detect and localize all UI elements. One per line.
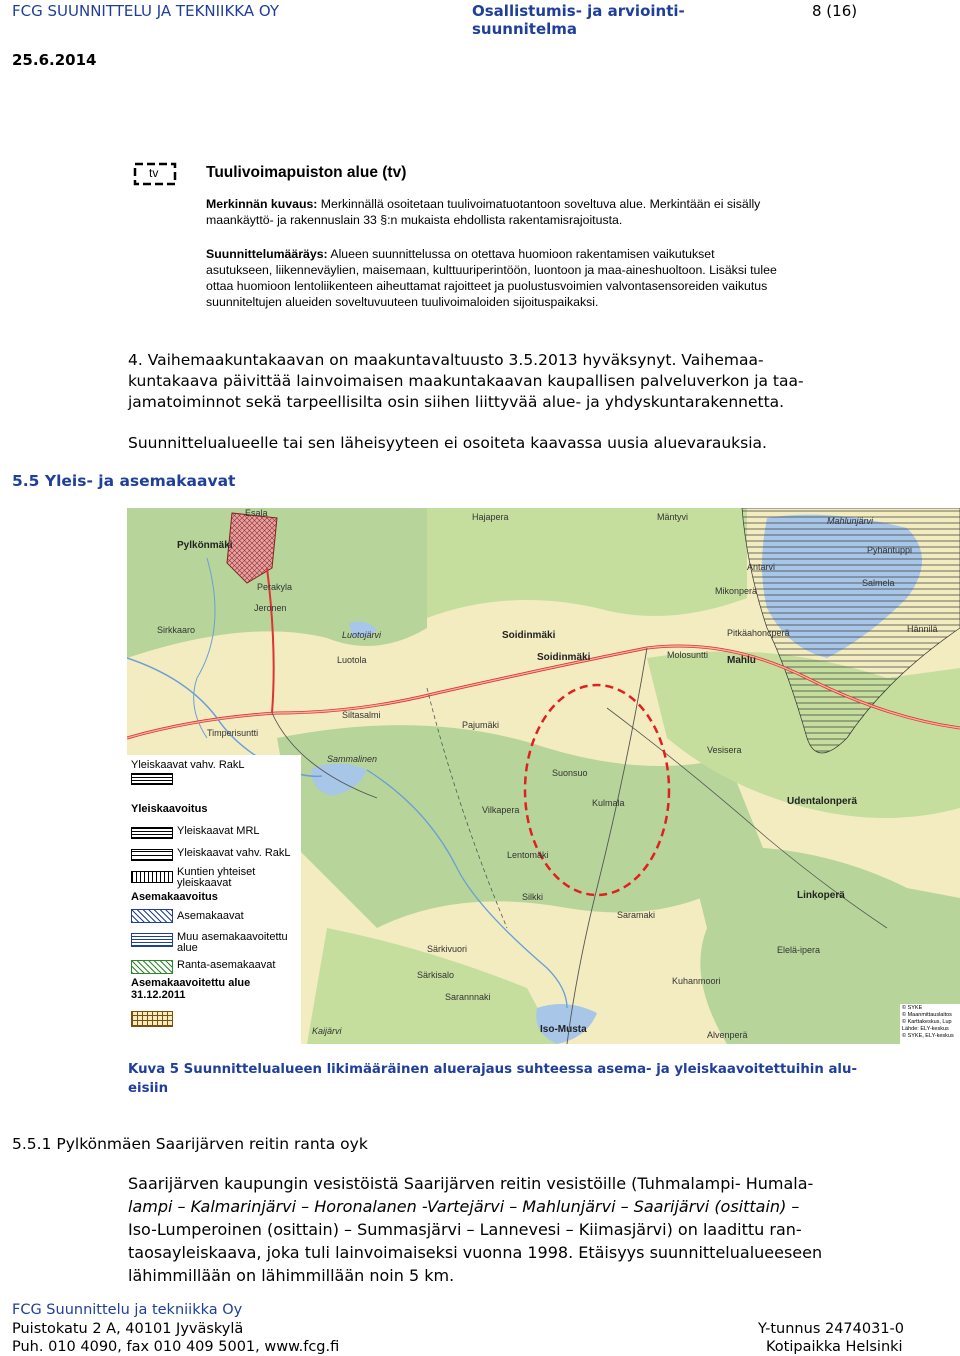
svg-text:Vilkapera: Vilkapera bbox=[482, 805, 520, 815]
svg-text:Pajumäki: Pajumäki bbox=[462, 720, 500, 730]
tv-rule-line2: asutukseen, liikenneväylien, maisemaan, kulttuuriperintöön, luontoon ja maa-aineshuoltoon. Lisäksi tulee bbox=[206, 263, 777, 277]
para-final-line4: taosayleiskaava, joka tuli lainvoimaiseksi vuonna 1998. Etäisyys suunnittelualueeseen bbox=[128, 1243, 823, 1262]
legend-heading-yleiskaavoitus: Yleiskaavoitus bbox=[131, 803, 208, 815]
svg-text:Luotola: Luotola bbox=[337, 655, 367, 665]
svg-text:Jeronen: Jeronen bbox=[254, 603, 287, 613]
header-company: FCG SUUNNITTELU JA TEKNIIKKA OY bbox=[12, 2, 280, 20]
svg-text:Antarvi: Antarvi bbox=[747, 562, 776, 572]
svg-text:Elelä-ipera: Elelä-ipera bbox=[777, 945, 821, 955]
footer-address: Puistokatu 2 A, 40101 Jyväskylä bbox=[12, 1321, 244, 1337]
header-page-number: 8 (16) bbox=[812, 2, 858, 20]
footer-kotipaikka: Kotipaikka Helsinki bbox=[766, 1339, 903, 1355]
caption-line2: eisiin bbox=[128, 1081, 169, 1096]
svg-text:Hajapera: Hajapera bbox=[472, 512, 509, 522]
svg-text:Timperisuntti: Timperisuntti bbox=[207, 728, 259, 738]
legend-swatch bbox=[131, 849, 173, 861]
svg-text:Särkivuori: Särkivuori bbox=[427, 944, 468, 954]
svg-text:Sirkkaaro: Sirkkaaro bbox=[157, 625, 196, 635]
legend-label: Yleiskaavat vahv. RakL bbox=[177, 847, 291, 859]
header-doc-title-line2: suunnitelma bbox=[472, 20, 578, 38]
svg-text:Sarannnaki: Sarannnaki bbox=[445, 992, 491, 1002]
svg-text:Pyhäntuppi: Pyhäntuppi bbox=[867, 545, 913, 555]
legend-swatch bbox=[131, 909, 173, 923]
svg-text:Perakyla: Perakyla bbox=[257, 582, 293, 592]
svg-text:Soidinmäki: Soidinmäki bbox=[537, 652, 591, 663]
header-doc-title bbox=[472, 2, 685, 38]
para-final-line3: Iso-Lumperoinen (osittain) – Summasjärvi – Lannevesi – Kiimasjärvi) on laadittu ran- bbox=[128, 1220, 802, 1239]
legend-label: Yleiskaavat MRL bbox=[177, 825, 260, 837]
svg-text:Särkisalo: Särkisalo bbox=[417, 970, 455, 980]
svg-text:Mahlu: Mahlu bbox=[727, 655, 756, 666]
tv-rule-line1 bbox=[206, 246, 866, 262]
svg-text:Mäntyvi: Mäntyvi bbox=[657, 512, 689, 522]
tv-desc-line1 bbox=[206, 196, 866, 212]
copyright-line: © Maanmittauslaitos bbox=[902, 1012, 952, 1018]
tv-rule-line3: ottaa huomioon lentoliikenteen aiheuttamat rajoitteet ja puolustusvoimien valvontasensoreiden vaikutus bbox=[206, 279, 768, 293]
legend-swatch bbox=[131, 871, 173, 883]
legend-swatch bbox=[131, 773, 173, 785]
svg-text:Luotojärvi: Luotojärvi bbox=[342, 630, 382, 640]
svg-text:Molosuntti: Molosuntti bbox=[667, 650, 709, 660]
map-copyright bbox=[900, 1004, 960, 1044]
tv-rule-label: Suunnittelumääräys: bbox=[206, 247, 328, 261]
svg-text:Silkki: Silkki bbox=[522, 892, 544, 902]
copyright-line: © Karttakeskus, Lup bbox=[902, 1019, 952, 1025]
para4-line1: 4. Vaihemaakuntakaavan on maakuntavaltuusto 3.5.2013 hyväksynyt. Vaihemaa- bbox=[128, 351, 764, 369]
svg-text:Pylkönmäki: Pylkönmäki bbox=[177, 540, 233, 551]
svg-text:Saramaki: Saramaki bbox=[617, 910, 656, 920]
para-final-line5: lähimmillään on lähimmillään noin 5 km. bbox=[128, 1266, 455, 1285]
svg-text:Udentalonperä: Udentalonperä bbox=[787, 796, 858, 807]
copyright-line: Lähde: ELY-keskus bbox=[902, 1026, 949, 1032]
tv-rule-line4: suunniteltujen alueiden soveltuvuuteen tuulivoimaloiden sijoituspaikaksi. bbox=[206, 295, 599, 309]
legend-swatch bbox=[131, 827, 173, 839]
paragraph-ranta-oyk bbox=[128, 1172, 908, 1287]
svg-text:Kulmala: Kulmala bbox=[592, 798, 625, 808]
svg-text:Siltasalmi: Siltasalmi bbox=[342, 710, 381, 720]
copyright-line: © SYKE, ELY-keskus bbox=[902, 1033, 954, 1039]
svg-text:Pitkäahoncperä: Pitkäahoncperä bbox=[727, 628, 790, 638]
legend-heading-asemakaavoitettu: Asemakaavoitettu alue 31.12.2011 bbox=[131, 977, 251, 1001]
footer-phone: Puh. 010 4090, fax 010 409 5001, www.fcg.fi bbox=[12, 1339, 340, 1355]
svg-text:Hännilä: Hännilä bbox=[907, 624, 938, 634]
map-caption bbox=[128, 1060, 908, 1098]
tv-rule-text1: Alueen suunnittelussa on otettava huomioon rakentamisen vaikutukset bbox=[327, 247, 715, 261]
caption-line1: Kuva 5 Suunnittelualueen likimääräinen aluerajaus suhteessa asema- ja yleiskaavoitettuihin alu- bbox=[128, 1062, 857, 1077]
legend-label: Yleiskaavat vahv. RakL bbox=[131, 759, 245, 771]
para-final-line2: lampi – Kalmarinjärvi – Horonalanen -Vartejärvi – Mahlunjärvi – Saarijärvi (osittain) – bbox=[128, 1197, 800, 1216]
paragraph-vaihemaakuntakaava bbox=[128, 350, 908, 413]
legend-swatch bbox=[131, 960, 173, 974]
copyright-line: © SYKE bbox=[902, 1005, 923, 1011]
tv-desc-line2: maankäyttö- ja rakennuslain 33 §:n mukaista ehdollista rakentamisrajoitusta. bbox=[206, 213, 623, 227]
header-date: 25.6.2014 bbox=[12, 51, 97, 69]
legend-label: Ranta-asemakaavat bbox=[177, 959, 276, 971]
paragraph-note: Suunnittelualueelle tai sen läheisyyteen ei osoiteta kaavassa uusia aluevarauksia. bbox=[128, 434, 767, 452]
svg-text:Kaijärvi: Kaijärvi bbox=[312, 1026, 342, 1036]
svg-text:Vesisera: Vesisera bbox=[707, 745, 742, 755]
svg-text:Kuhanmoori: Kuhanmoori bbox=[672, 976, 721, 986]
map bbox=[127, 508, 960, 1044]
legend-heading-asemakaavoitus: Asemakaavoitus bbox=[131, 891, 218, 903]
svg-text:Lentomäki: Lentomäki bbox=[507, 850, 549, 860]
svg-text:Mikonperä: Mikonperä bbox=[715, 586, 758, 596]
svg-text:Alvenperä: Alvenperä bbox=[707, 1030, 748, 1040]
legend-swatch bbox=[131, 933, 173, 947]
tv-title: Tuulivoimapuiston alue (tv) bbox=[206, 164, 407, 181]
tv-desc-label: Merkinnän kuvaus: bbox=[206, 197, 318, 211]
map-legend bbox=[127, 755, 301, 1044]
svg-text:Mahlunjärvi: Mahlunjärvi bbox=[827, 516, 874, 526]
footer-company: FCG Suunnittelu ja tekniikka Oy bbox=[12, 1302, 243, 1318]
legend-label: Asemakaavat bbox=[177, 910, 244, 922]
svg-text:Iso-Musta: Iso-Musta bbox=[540, 1024, 587, 1035]
legend-swatch bbox=[131, 1011, 173, 1027]
svg-text:Esala: Esala bbox=[245, 508, 268, 518]
svg-text:Linkoperä: Linkoperä bbox=[797, 890, 845, 901]
para-final-line1: Saarijärven kaupungin vesistöistä Saarijärven reitin vesistöille (Tuhmalampi- Humala- bbox=[128, 1174, 814, 1193]
legend-item bbox=[131, 759, 245, 785]
subsection-heading: 5.5.1 Pylkönmäen Saarijärven reitin ranta oyk bbox=[12, 1135, 368, 1153]
svg-text:Soidinmäki: Soidinmäki bbox=[502, 630, 556, 641]
tv-desc-text1: Merkinnällä osoitetaan tuulivoimatuotantoon soveltuva alue. Merkintään ei sisälly bbox=[317, 197, 761, 211]
para4-line2: kuntakaava päivittää lainvoimaisen maakuntakaavan kaupallisen palveluverkon ja taa- bbox=[128, 372, 804, 390]
legend-label: Kuntien yhteiset yleiskaavat bbox=[177, 866, 256, 889]
tv-description bbox=[206, 196, 866, 228]
section-heading: 5.5 Yleis- ja asemakaavat bbox=[12, 472, 236, 490]
tv-symbol-label: tv bbox=[149, 166, 159, 180]
legend-label: Muu asemakaavoitettu alue bbox=[177, 931, 288, 954]
svg-text:Suonsuo: Suonsuo bbox=[552, 768, 588, 778]
header-doc-title-line1: Osallistumis- ja arviointi- bbox=[472, 2, 685, 20]
para4-line3: jamatoiminnot sekä tarpeellisilta osin siihen liittyvää alue- ja yhdyskuntarakennetta. bbox=[128, 393, 785, 411]
footer-ytunnus: Y-tunnus 2474031-0 bbox=[758, 1321, 905, 1337]
svg-text:Salmela: Salmela bbox=[862, 578, 895, 588]
tv-rule bbox=[206, 246, 866, 310]
tv-symbol bbox=[133, 162, 177, 186]
svg-text:Sammalinen: Sammalinen bbox=[327, 754, 378, 764]
